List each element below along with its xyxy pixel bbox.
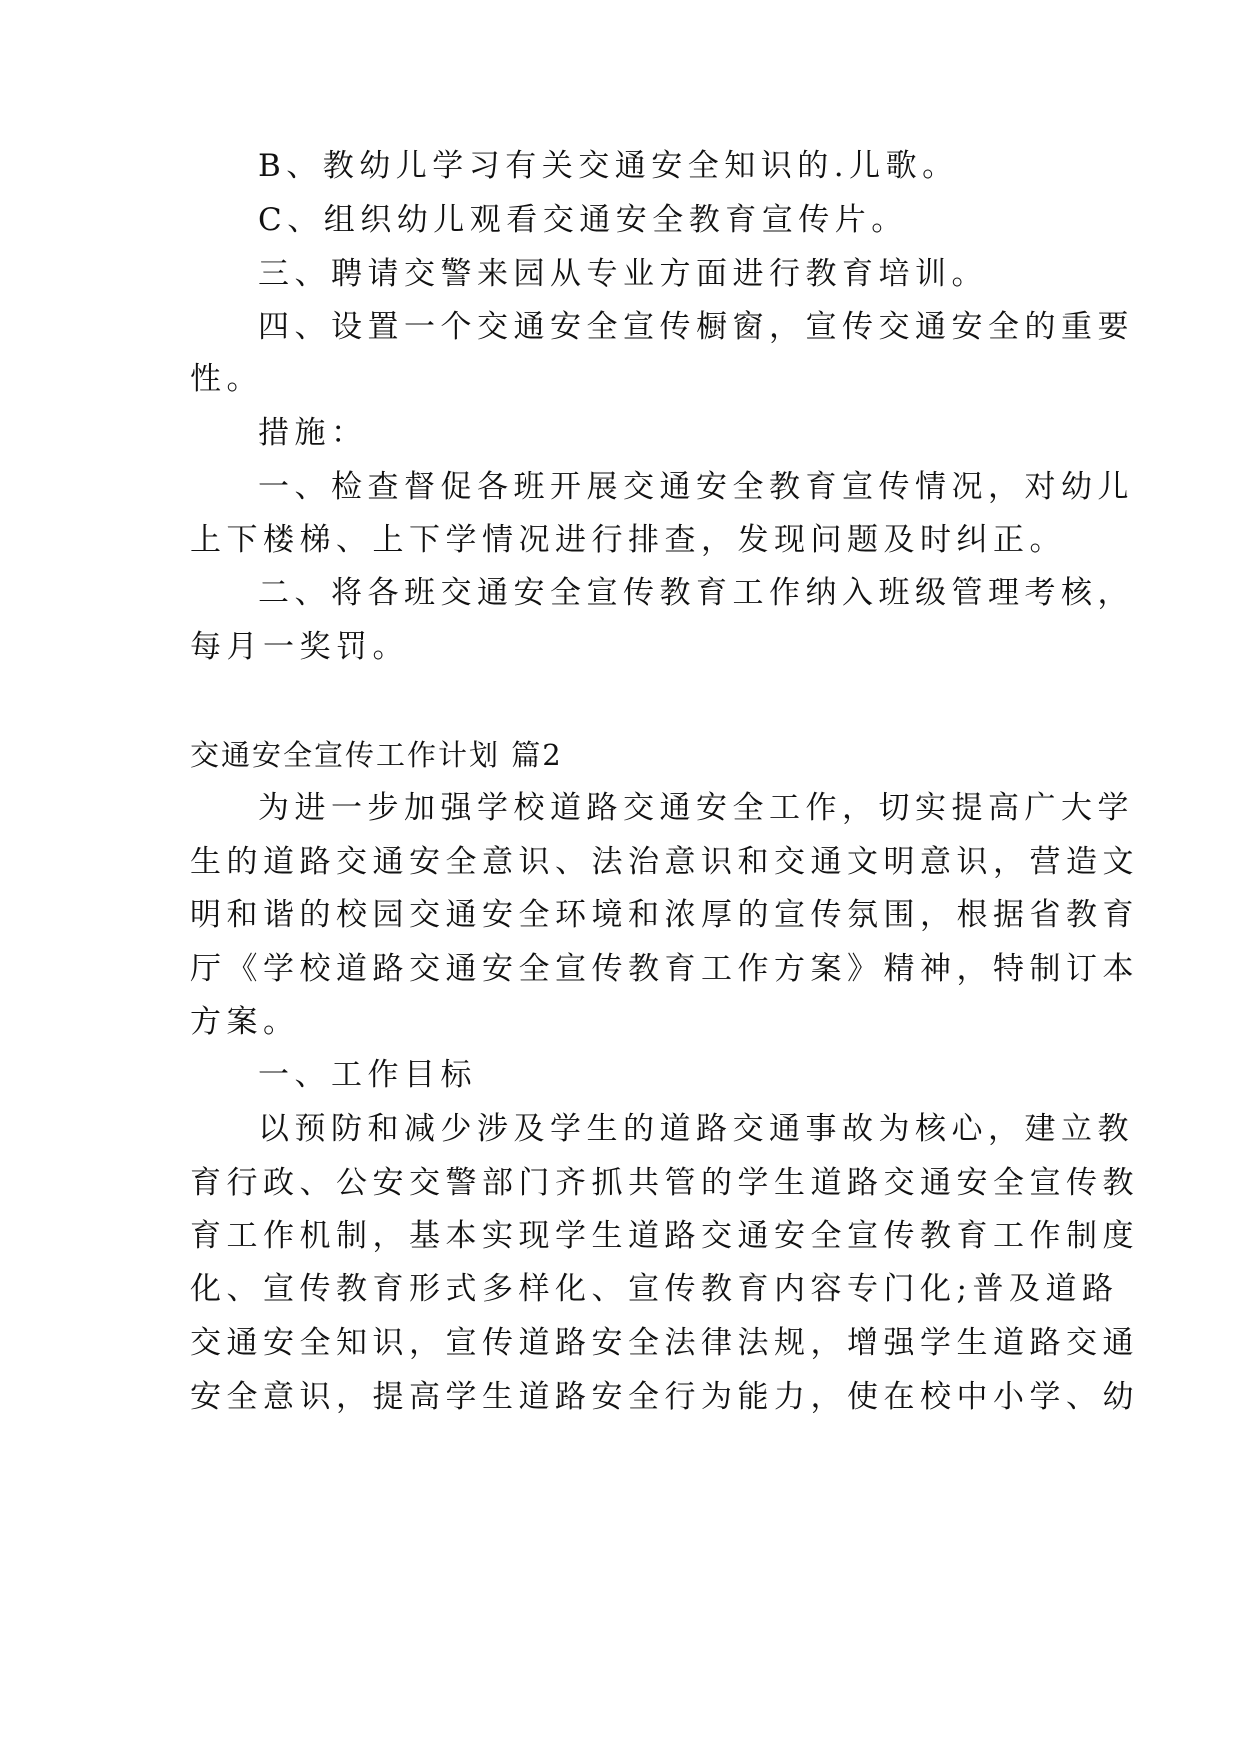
paragraph-line: 交通安全知识，宣传道路安全法律法规，增强学生道路交通 — [190, 1325, 1139, 1361]
paragraph-line: 二、将各班交通安全宣传教育工作纳入班级管理考核， — [258, 575, 1134, 611]
paragraph-line: 每月一奖罚。 — [190, 629, 409, 665]
paragraph-line: 一、工作目标 — [258, 1057, 477, 1093]
paragraph-line: 育工作机制，基本实现学生道路交通安全宣传教育工作制度 — [190, 1218, 1139, 1254]
paragraph-line: B、教幼儿学习有关交通安全知识的.儿歌。 — [258, 148, 959, 184]
paragraph-line: 安全意识，提高学生道路安全行为能力，使在校中小学、幼 — [190, 1379, 1139, 1415]
paragraph-line: 化、宣传教育形式多样化、宣传教育内容专门化;普及道路 — [190, 1271, 1119, 1307]
paragraph-line: 三、聘请交警来园从专业方面进行教育培训。 — [258, 256, 988, 292]
paragraph-line: C、组织幼儿观看交通安全教育宣传片。 — [258, 202, 908, 238]
paragraph-line: 一、检查督促各班开展交通安全教育宣传情况，对幼儿 — [258, 469, 1134, 505]
paragraph-line: 生的道路交通安全意识、法治意识和交通文明意识，营造文 — [190, 844, 1139, 880]
paragraph-line: 以预防和减少涉及学生的道路交通事故为核心，建立教 — [258, 1111, 1134, 1147]
paragraph-line: 性。 — [190, 361, 263, 397]
paragraph-line: 明和谐的校园交通安全环境和浓厚的宣传氛围，根据省教育 — [190, 897, 1139, 933]
paragraph-line: 上下楼梯、上下学情况进行排查，发现问题及时纠正。 — [190, 522, 1066, 558]
paragraph-line: 厅《学校道路交通安全宣传教育工作方案》精神，特制订本 — [190, 951, 1139, 987]
paragraph-line: 育行政、公安交警部门齐抓共管的学生道路交通安全宣传教 — [190, 1165, 1139, 1201]
section-heading: 交通安全宣传工作计划 篇2 — [190, 738, 563, 772]
paragraph-line: 措施： — [258, 415, 368, 451]
paragraph-line: 为进一步加强学校道路交通安全工作，切实提高广大学 — [258, 790, 1134, 826]
paragraph-line: 四、设置一个交通安全宣传橱窗，宣传交通安全的重要 — [258, 309, 1134, 345]
paragraph-line: 方案。 — [190, 1004, 300, 1040]
